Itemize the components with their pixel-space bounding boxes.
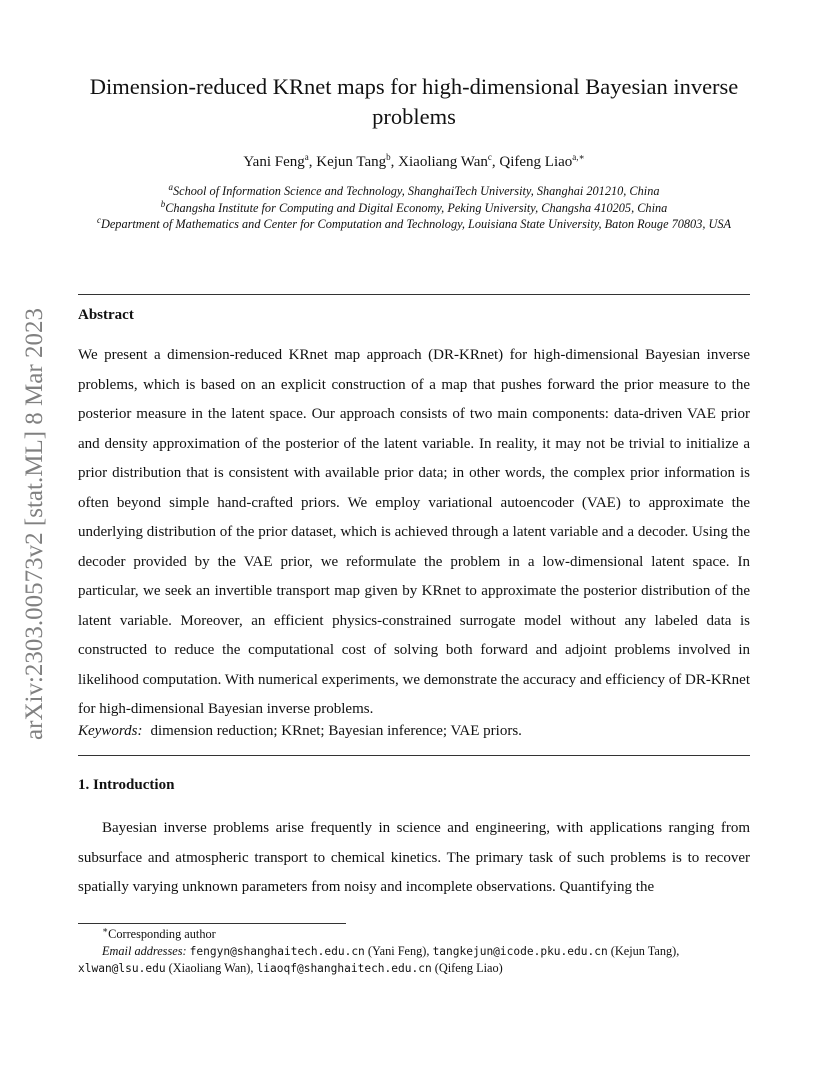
- affiliation-mark: b: [160, 198, 166, 209]
- email-link[interactable]: xlwan@lsu.edu: [78, 962, 166, 975]
- arxiv-stamp: [5, 283, 65, 765]
- affiliation-item: [78, 183, 750, 200]
- email-label: Email addresses:: [102, 943, 187, 958]
- introduction-paragraph: Bayesian inverse problems arise frequently in science and engineering, with applications ranging from subsurface and atmospheric transport to chemical kinetics. The primary task of such problems is to recover spatially varying unknown parameters from noisy and incomplete observations. Quantifying the: [78, 820, 750, 895]
- footnote-mark: ∗: [102, 924, 109, 935]
- email-link[interactable]: liaoqf@shanghaitech.edu.cn: [256, 962, 432, 975]
- author-affil-mark: b: [386, 152, 391, 162]
- affiliation-list: [78, 183, 750, 233]
- affiliation-item: [78, 216, 750, 233]
- footnotes: [78, 926, 750, 978]
- keywords-line: [78, 721, 750, 741]
- footnote-corresponding: [78, 926, 750, 943]
- author-name: Qifeng Liao: [499, 154, 573, 170]
- author-name: Xiaoliang Wan: [398, 154, 488, 170]
- affiliation-item: [78, 200, 750, 217]
- affiliation-text: Changsha Institute for Computing and Digital Economy, Peking University, Changsha 410205, China: [165, 200, 668, 215]
- email-owner: (Qifeng Liao): [434, 961, 503, 975]
- abstract-body: We present a dimension-reduced KRnet map approach (DR-KRnet) for high-dimensional Bayesian inverse problems, which is based on an explicit construction of a map that pushes forward the prior measure to the posterior measure in the latent space. Our approach consists of two main components: data-driven VAE prior and density approximation of the posterior of the latent variable. In reality, it may not be trivial to initialize a prior distribution that is consistent with available prior data; in other words, the complex prior information is often beyond simple hand-crafted priors. We employ variational autoencoder (VAE) to approximate the underlying distribution of the prior dataset, which is achieved through a latent variable and a decoder. Using the decoder provided by the VAE prior, we reformulate the problem in a low-dimensional latent space. In particular, we seek an invertible transport map given by KRnet to approximate the posterior distribution of the latent variable. Moreover, an efficient physics-constrained surrogate model without any labeled data is constructed to reduce the computational cost of solving both forward and adjoint problems involved in likelihood computation. With numerical experiments, we demonstrate the accuracy and efficiency of DR-KRnet for high-dimensional Bayesian inverse problems.: [78, 347, 750, 717]
- footnote-corresponding-text: Corresponding author: [108, 927, 216, 941]
- email-link[interactable]: tangkejun@icode.pku.edu.cn: [432, 944, 608, 958]
- author-affil-mark: a,∗: [572, 152, 585, 162]
- author-list: Yani Feng$^a$, Kejun Tang$^b$, Xiaoliang Wan$^c$, Qifeng Liao$^{a,∗}$: [243, 152, 585, 170]
- keywords-label: Keywords:: [78, 723, 143, 739]
- author-name: Kejun Tang: [316, 154, 387, 170]
- paper-title: Dimension-reduced KRnet maps for high-dimensional Bayesian inverse problems: [89, 74, 739, 129]
- abstract-bottom-rule: [78, 755, 750, 756]
- arxiv-stamp-text: arXiv:2303.00573v2 [stat.ML] 8 Mar 2023: [21, 308, 48, 740]
- author-affil-mark: c: [487, 152, 492, 162]
- author-name: Yani Feng: [243, 154, 305, 170]
- abstract-heading: Abstract: [78, 307, 134, 323]
- affiliation-text: Department of Mathematics and Center for Computation and Technology, Louisiana State University, Baton Rouge 70803, USA: [100, 217, 732, 232]
- section-heading-introduction: 1. Introduction: [78, 777, 175, 793]
- email-link[interactable]: fengyn@shanghaitech.edu.cn: [189, 944, 365, 958]
- email-owner: (Kejun Tang),: [610, 943, 680, 958]
- affiliation-mark: c: [96, 215, 101, 226]
- abstract-top-rule: [78, 294, 750, 295]
- email-owner: (Yani Feng),: [367, 943, 430, 958]
- affiliation-text: School of Information Science and Technology, ShanghaiTech University, Shanghai 201210, China: [173, 184, 660, 198]
- footnote-emails-cont: [78, 960, 750, 978]
- author-affil-mark: a: [304, 152, 309, 162]
- footnote-emails: [78, 943, 750, 961]
- email-owner: (Xiaoliang Wan),: [168, 961, 254, 975]
- affiliation-mark: a: [168, 181, 173, 192]
- keywords-text: dimension reduction; KRnet; Bayesian inference; VAE priors.: [150, 723, 522, 739]
- footnote-rule: [78, 923, 346, 924]
